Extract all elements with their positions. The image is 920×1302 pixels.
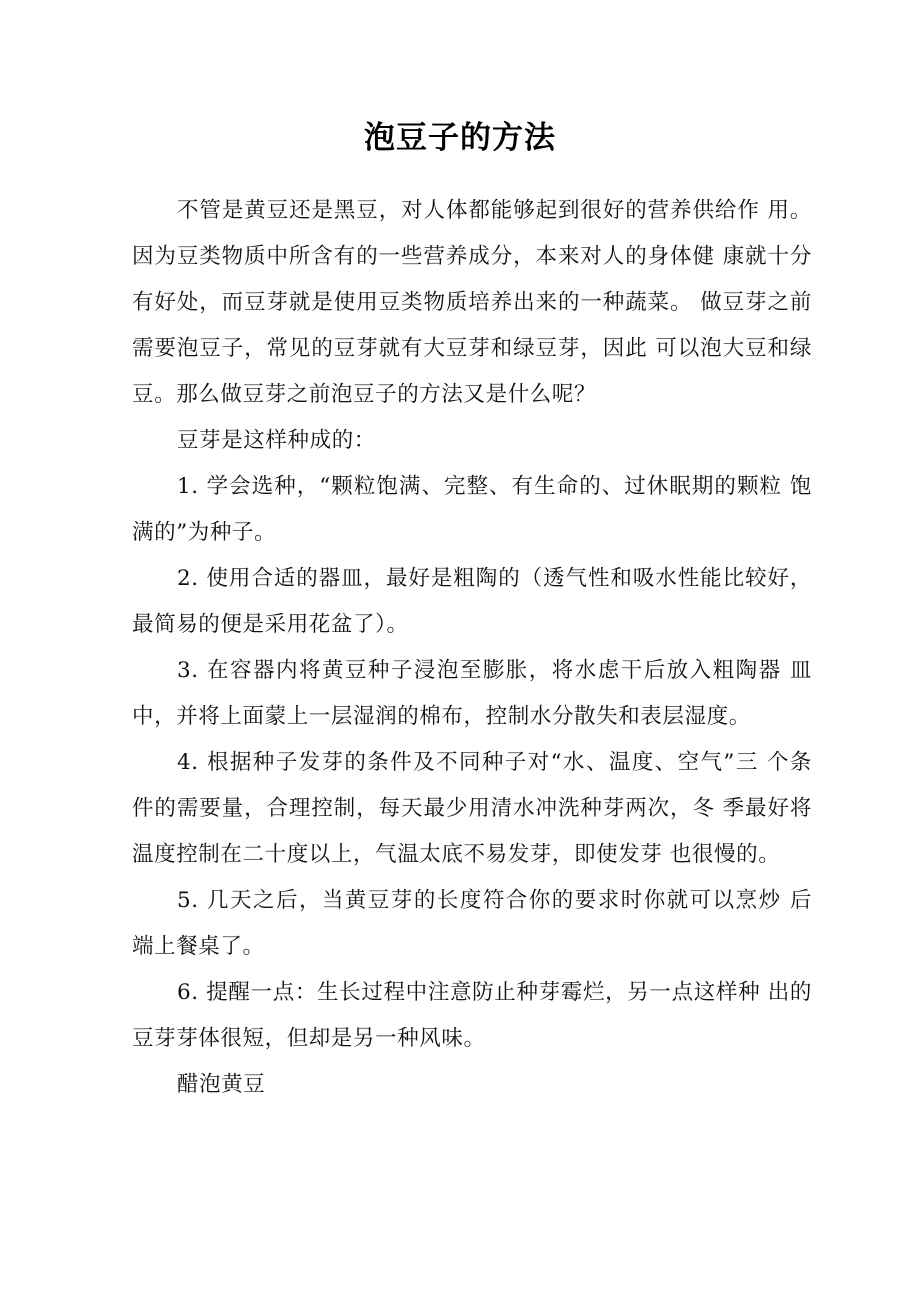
- text-line: 温度控制在二十度以上，气温太底不易发芽，即使发芽 也很慢的。: [132, 842, 781, 867]
- text-line: 因为豆类物质中所含有的一些营养成分，本来对人的身体健 康就十分: [132, 244, 812, 269]
- text-line: 醋泡黄豆: [177, 1072, 266, 1097]
- text-line: 2. 使用合适的器皿，最好是粗陶的（透气性和吸水性能比较好，: [177, 566, 812, 591]
- text-line: 豆芽芽体很短，但却是另一种风味。: [132, 1026, 486, 1051]
- text-line: 3. 在容器内将黄豆种子浸泡至膨胀，将水虑干后放入粗陶器 皿: [177, 658, 812, 683]
- text-line: 有好处，而豆芽就是使用豆类物质培养出来的一种蔬菜。 做豆芽之前: [132, 290, 812, 315]
- text-line: 豆。那么做豆芽之前泡豆子的方法又是什么呢？: [132, 382, 597, 407]
- text-line: 满的”为种子。: [132, 520, 277, 545]
- document-title: 泡豆子的方法: [364, 120, 556, 156]
- text-line: 不管是黄豆还是黑豆，对人体都能够起到很好的营养供给作 用。: [177, 198, 812, 223]
- text-line: 6. 提醒一点：生长过程中注意防止种芽霉烂，另一点这样种 出的: [177, 980, 812, 1005]
- text-line: 件的需要量，合理控制，每天最少用清水冲洗种芽两次，冬 季最好将: [132, 796, 812, 821]
- text-line: 中，并将上面蒙上一层湿润的棉布，控制水分散失和表层湿度。: [132, 704, 751, 729]
- text-line: 需要泡豆子，常见的豆芽就有大豆芽和绿豆芽，因此 可以泡大豆和绿: [132, 336, 812, 361]
- text-line: 4. 根据种子发芽的条件及不同种子对“水、温度、空气”三 个条: [177, 750, 812, 775]
- text-line: 豆芽是这样种成的：: [177, 428, 376, 453]
- text-line: 1. 学会选种，“颗粒饱满、完整、有生命的、过休眠期的颗粒 饱: [177, 474, 812, 499]
- text-line: 最简易的便是采用花盆了）。: [132, 612, 409, 637]
- text-line: 端上餐桌了。: [132, 934, 265, 959]
- text-line: 5. 几天之后，当黄豆芽的长度符合你的要求时你就可以烹炒 后: [177, 888, 812, 913]
